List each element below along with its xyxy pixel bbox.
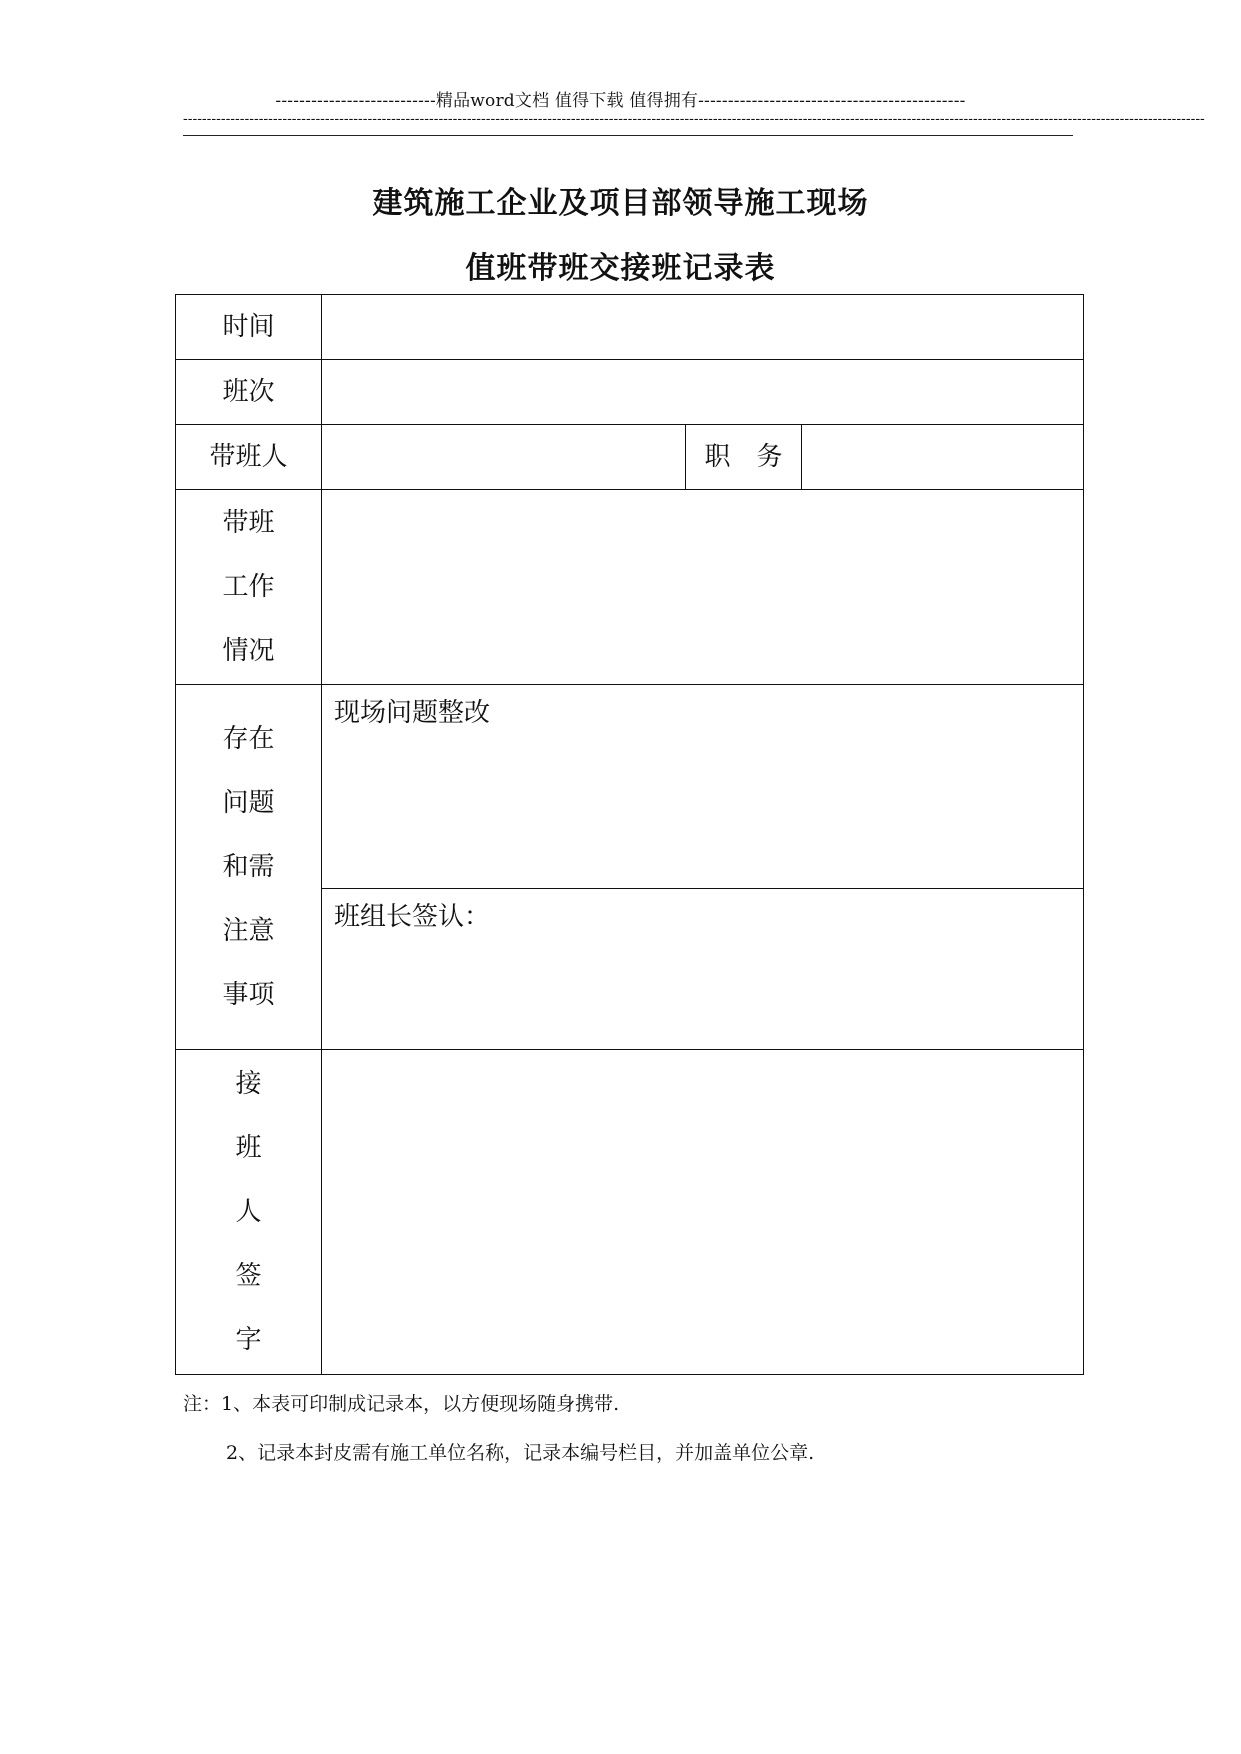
work-label-line: 带班: [222, 508, 275, 538]
row-shift: [176, 360, 1084, 425]
receiver-label-line: 人: [235, 1197, 262, 1227]
page-header-dashes: ------------------------------------------------------------------------------------------------------------------------------------------------------------------------------------------------------------------------: [183, 111, 1205, 127]
header-rule: [183, 135, 1073, 136]
row-rectification: [176, 685, 1084, 889]
team-leader-sign-label: 班组长签认：: [334, 902, 491, 932]
work-label-line: 情况: [222, 636, 275, 666]
rectification-field[interactable]: [322, 685, 1084, 889]
leader-field[interactable]: [322, 425, 686, 490]
position-label: 职 务: [686, 425, 802, 490]
time-label: 时间: [176, 295, 322, 360]
receiver-label: [176, 1050, 322, 1375]
position-field[interactable]: [802, 425, 1084, 490]
issues-label: [176, 685, 322, 1050]
rectification-label: 现场问题整改: [334, 698, 491, 728]
row-leader: [176, 425, 1084, 490]
shift-label: 班次: [176, 360, 322, 425]
shift-field[interactable]: [322, 360, 1084, 425]
receiver-sign-field[interactable]: [322, 1050, 1084, 1375]
form-title-line2: 值班带班交接班记录表: [465, 251, 776, 286]
time-field[interactable]: [322, 295, 1084, 360]
row-time: [176, 295, 1084, 360]
page-header-banner: ---------------------------精品word文档 值得下载 值得拥有---------------------------------------------: [275, 91, 966, 111]
issues-label-line: 和需: [222, 852, 275, 882]
work-field[interactable]: [322, 490, 1084, 685]
shift-handover-form: [175, 294, 1084, 1375]
row-receiver-sign: [176, 1050, 1084, 1375]
work-label-line: 工作: [222, 572, 275, 602]
receiver-label-line: 接: [235, 1069, 262, 1099]
issues-label-line: 事项: [222, 980, 275, 1010]
issues-label-line: 存在: [222, 724, 275, 754]
row-work: [176, 490, 1084, 685]
receiver-label-line: 班: [235, 1133, 262, 1163]
issues-label-line: 问题: [222, 788, 275, 818]
form-title-line1: 建筑施工企业及项目部领导施工现场: [372, 186, 869, 221]
footnote-1: 注：1、本表可印制成记录本，以方便现场随身携带.: [183, 1393, 620, 1415]
receiver-label-line: 字: [235, 1325, 262, 1355]
work-label: [176, 490, 322, 685]
issues-label-line: 注意: [222, 916, 275, 946]
footnote-2: 2、记录本封皮需有施工单位名称，记录本编号栏目，并加盖单位公章.: [226, 1442, 815, 1464]
team-leader-sign-field[interactable]: [322, 889, 1084, 1050]
receiver-label-line: 签: [235, 1261, 262, 1291]
leader-label: 带班人: [176, 425, 322, 490]
